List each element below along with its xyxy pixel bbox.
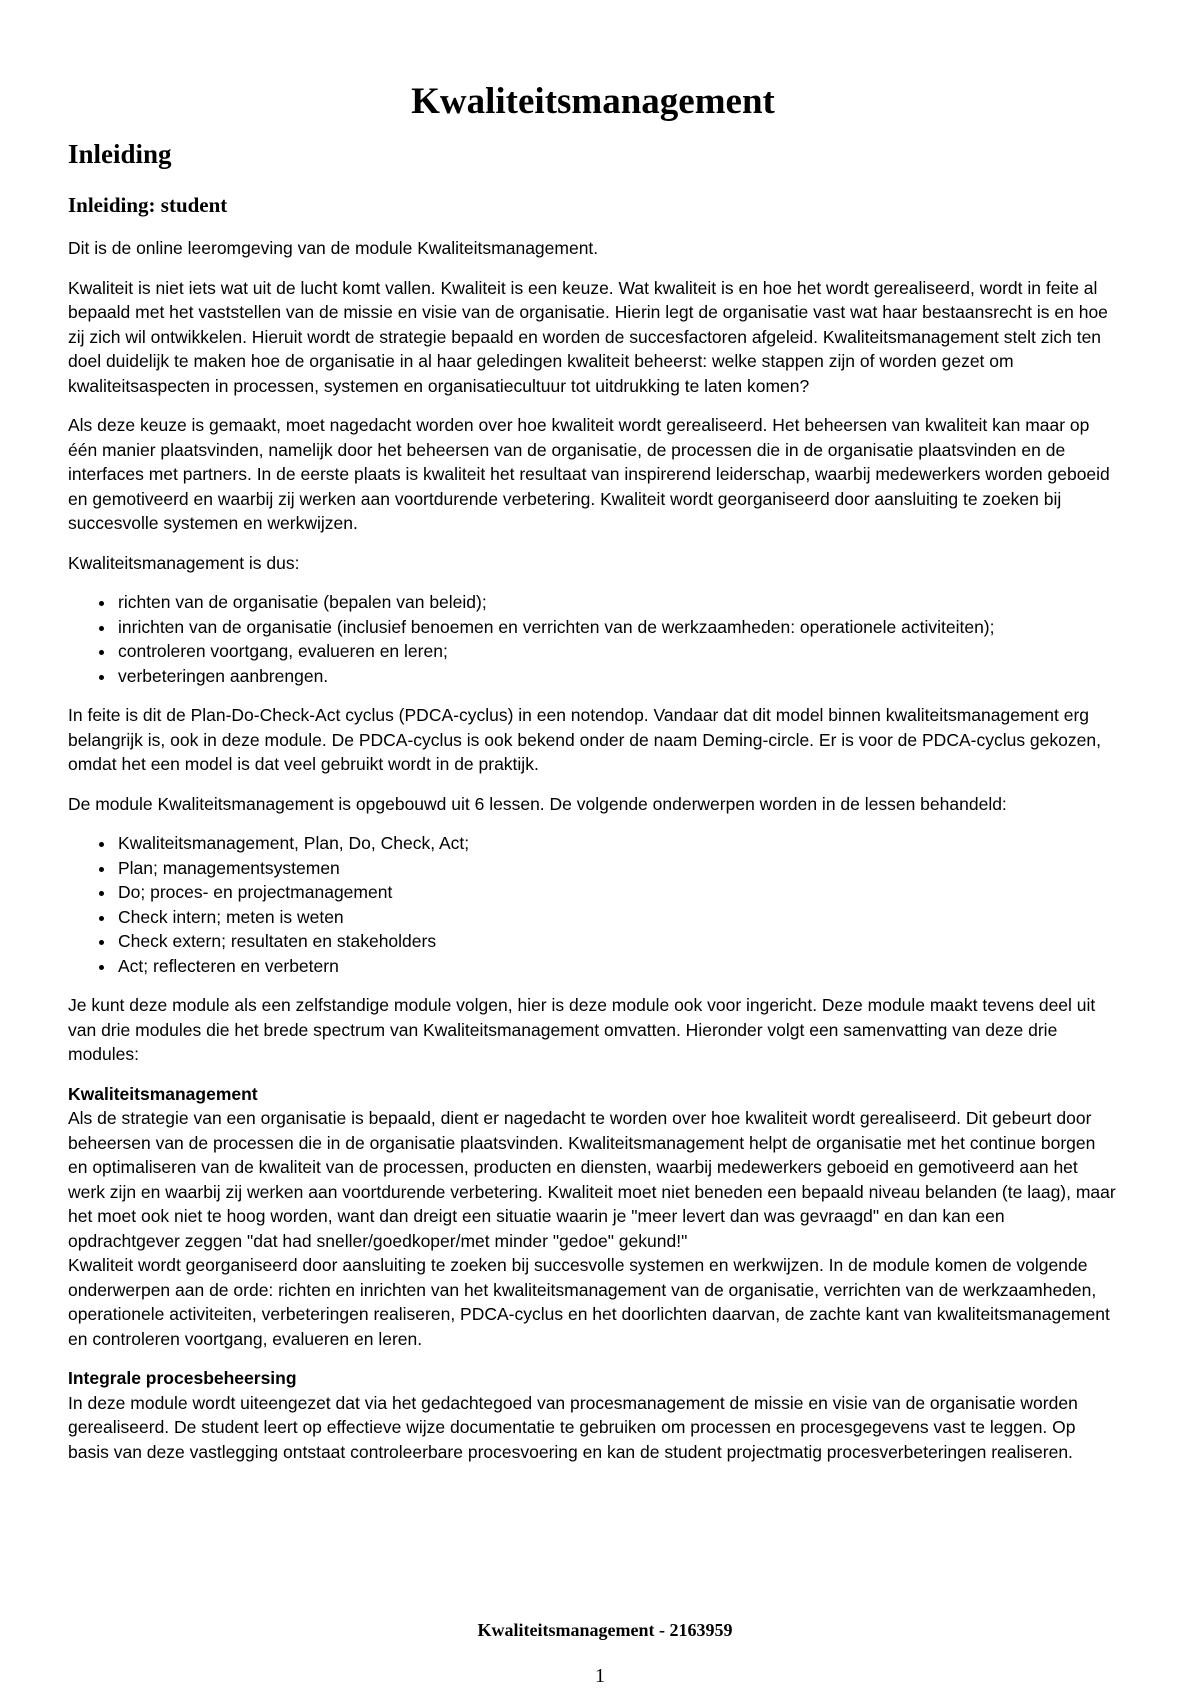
- paragraph: Kwaliteitsmanagement is dus:: [68, 552, 300, 573]
- document-page: [68, 80, 1118, 1479]
- footer-title: Kwaliteitsmanagement - 2163959: [477, 1620, 733, 1640]
- section-heading: Kwaliteitsmanagement: [68, 1083, 258, 1104]
- list-item: • verbeteringen aanbrengen.: [116, 664, 1118, 689]
- paragraph: De module Kwaliteitsmanagement is opgebouwd uit 6 lessen. De volgende onderwerpen worden in de lessen behandeld:: [68, 793, 1007, 814]
- page-footer: [0, 1618, 1200, 1688]
- heading-inleiding-student: Inleiding: student: [68, 193, 228, 217]
- list-item: • Check intern; meten is weten: [116, 905, 1118, 930]
- section-text: In deze module wordt uiteengezet dat via het gedachtegoed van procesmanagement de missie en visie van de organisatie worden gerealiseerd. De student leert op effectieve wijze documentatie te gebruiken om processen en procesgegevens vast te leggen. Op basis van deze vastlegging ontstaat controleerbare procesvoering en kan de student projectmatig procesverbeteringen realiseren.: [68, 1392, 1078, 1462]
- list-item: • Do; proces- en projectmanagement: [116, 880, 1118, 905]
- list-item: • Plan; managementsystemen: [116, 856, 1118, 881]
- list-item: • richten van de organisatie (bepalen van beleid);: [116, 590, 1118, 615]
- section-kwaliteitsmanagement: [68, 1082, 1118, 1352]
- section-integrale-procesbeheersing: [68, 1366, 1118, 1464]
- paragraph: Je kunt deze module als een zelfstandige module volgen, hier is deze module ook voor ingericht. Deze module maakt tevens deel uit van drie modules die het brede spectrum van Kwaliteitsmanagement omvatten. Hieronder volgt een samenvatting van deze drie modules:: [68, 995, 1096, 1064]
- paragraph: Dit is de online leeromgeving van de module Kwaliteitsmanagement.: [68, 238, 599, 258]
- list-item: • Kwaliteitsmanagement, Plan, Do, Check, Act;: [116, 831, 1118, 856]
- list-lessons: [68, 831, 1118, 978]
- section-text: Als de strategie van een organisatie is bepaald, dient er nagedacht te worden over hoe kwaliteit wordt gerealiseerd. Dit gebeurt door beheersen van de processen die in de organisatie plaatsvinden. Kwaliteitsmanagement helpt de organisatie met het continue borgen en optimaliseren van de kwaliteit van de processen, producten en diensten, waarbij medewerkers geboeid en gemotiveerd aan het werk zijn en waarbij zij werken aan voortdurende verbetering. Kwaliteit moet niet beneden een bepaald niveau belanden (te laag), maar het moet ook niet te hoog worden, want dan dreigt een situatie waarin je "meer levert dan was gevraagd" en dan kan een opdrachtgever zeggen "dat had sneller/goedkoper/met minder "gedoe" gekund!": [68, 1108, 1116, 1251]
- list-item: • controleren voortgang, evalueren en leren;: [116, 639, 1118, 664]
- section-heading: Integrale procesbeheersing: [68, 1368, 297, 1388]
- section-text: Kwaliteit wordt georganiseerd door aansluiting te zoeken bij succesvolle systemen en werkwijzen. In de module komen de volgende onderwerpen aan de orde: richten en inrichten van het kwaliteitsmanagement van de organisatie, verrichten van de werkzaamheden, operationele activiteiten, verbeteringen realiseren, PDCA-cyclus en het doorlichten daarvan, de zachte kant van kwaliteitsmanagement en controleren voortgang, evalueren en leren.: [68, 1255, 1110, 1349]
- list-kwaliteitsmanagement-dus: [68, 590, 1118, 688]
- paragraph: Als deze keuze is gemaakt, moet nagedacht worden over hoe kwaliteit wordt gerealiseerd. Het beheersen van kwaliteit kan maar op één manier plaatsvinden, namelijk door het beheersen van de organisatie, de processen die in de organisatie plaatsvinden en de interfaces met partners. In de eerste plaats is kwaliteit het resultaat van inspirerend leiderschap, waarbij medewerkers worden geboeid en gemotiveerd en waarbij zij werken aan voortdurende verbetering. Kwaliteit wordt georganiseerd door aansluiting te zoeken bij succesvolle systemen en werkwijzen.: [68, 415, 1110, 533]
- heading-inleiding: Inleiding: [68, 139, 172, 169]
- list-item: • inrichten van de organisatie (inclusief benoemen en verrichten van de werkzaamheden: operationele activiteiten);: [116, 615, 1118, 640]
- list-item: • Act; reflecteren en verbetern: [116, 954, 1118, 979]
- document-title: Kwaliteitsmanagement: [411, 81, 775, 122]
- page-number: 1: [595, 1665, 605, 1687]
- list-item: • Check extern; resultaten en stakeholders: [116, 929, 1118, 954]
- paragraph: In feite is dit de Plan-Do-Check-Act cyclus (PDCA-cyclus) in een notendop. Vandaar dat dit model binnen kwaliteitsmanagement erg belangrijk is, ook in deze module. De PDCA-cyclus is ook bekend onder de naam Deming-circle. Er is voor de PDCA-cyclus gekozen, omdat het een model is dat veel gebruikt wordt in de praktijk.: [68, 705, 1101, 774]
- paragraph: Kwaliteit is niet iets wat uit de lucht komt vallen. Kwaliteit is een keuze. Wat kwaliteit is en hoe het wordt gerealiseerd, wordt in feite al bepaald met het vaststellen van de missie en visie van de organisatie. Hierin legt de organisatie vast wat haar bestaansrecht is en hoe zij zich wil ontwikkelen. Hieruit wordt de strategie bepaald en worden de succesfactoren afgeleid. Kwaliteitsmanagement stelt zich ten doel duidelijk te maken hoe de organisatie in al haar geledingen kwaliteit beheerst: welke stappen zijn of worden gezet om kwaliteitsaspecten in processen, systemen en organisatiecultuur tot uitdrukking te laten komen?: [68, 277, 1108, 396]
